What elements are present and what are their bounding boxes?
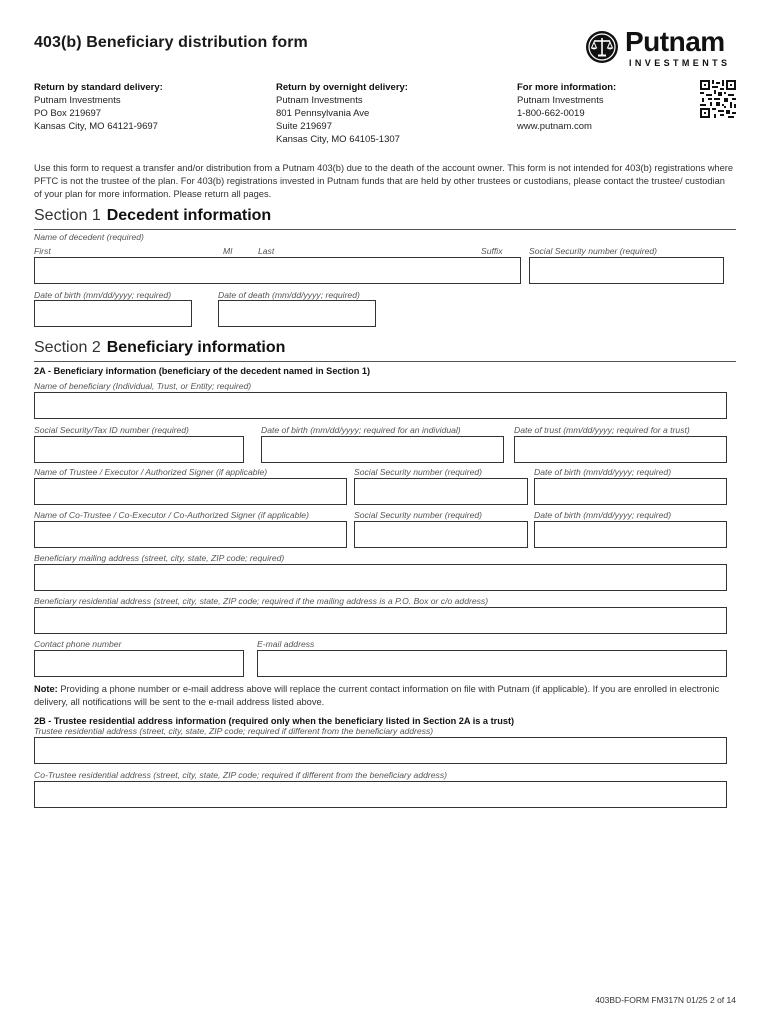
contact-note [34,683,734,709]
decedent-dod-label: Date of death (mm/dd/yyyy; required) [218,290,360,300]
address-line: Kansas City, MO 64105-1307 [276,134,400,145]
trustee-residential-field[interactable] [34,737,727,764]
beneficiary-name-label: Name of beneficiary (Individual, Trust, or Entity; required) [34,381,252,391]
email-label: E-mail address [257,639,315,649]
address-standard [34,81,163,133]
date-of-trust-field[interactable] [514,436,727,463]
putnam-logo [585,28,740,70]
note-label: Note: [34,684,58,694]
trustee-residential-label: Trustee residential address (street, city, state, ZIP code; required if different from the beneficiary address) [34,726,434,736]
decedent-name-field[interactable] [34,257,521,284]
beneficiary-name-field[interactable] [34,392,727,419]
section-1-header [34,207,736,230]
address-line: PO Box 219697 [34,108,102,119]
email-field[interactable] [257,650,727,677]
address-line: Kansas City, MO 64121-9697 [34,121,158,132]
mailing-address-field[interactable] [34,564,727,591]
section-title: Decedent information [106,207,272,224]
address-heading: Return by overnight delivery: [276,82,408,93]
cotrustee-dob-field[interactable] [534,521,727,548]
trustee-dob-label: Date of birth (mm/dd/yyyy; required) [534,467,672,477]
section-number: Section 1 [34,207,101,224]
mailing-address-label: Beneficiary mailing address (street, city, state, ZIP code; required) [34,553,285,563]
residential-address-label: Beneficiary residential address (street, city, state, ZIP code; required if the mailing address is a P.O. Box or c/o address) [34,596,489,606]
address-overnight [276,81,408,146]
cotrustee-dob-label: Date of birth (mm/dd/yyyy; required) [534,510,672,520]
last-label: Last [258,246,275,256]
qr-code-icon [700,80,736,118]
section-title: Beneficiary information [106,339,286,356]
address-line: 1-800-662-0019 [517,108,585,119]
brand-subtitle: INVESTMENTS [629,58,731,68]
form-title: 403(b) Beneficiary distribution form [34,34,308,51]
decedent-ssn-label: Social Security number (required) [529,246,658,256]
trustee-name-label: Name of Trustee / Executor / Authorized Signer (if applicable) [34,467,268,477]
residential-address-field[interactable] [34,607,727,634]
cotrustee-name-label: Name of Co-Trustee / Co-Executor / Co-Authorized Signer (if applicable) [34,510,309,520]
trustee-ssn-label: Social Security number (required) [354,467,483,477]
beneficiary-dob-label: Date of birth (mm/dd/yyyy; required for an individual) [261,425,461,435]
address-heading: For more information: [517,82,617,93]
decedent-dod-field[interactable] [218,300,376,327]
address-line: Suite 219697 [276,121,332,132]
decedent-name-label: Name of decedent (required) [34,232,144,242]
cotrustee-ssn-field[interactable] [354,521,528,548]
cotrustee-residential-field[interactable] [34,781,727,808]
beneficiary-ssn-label: Social Security/Tax ID number (required) [34,425,189,435]
section-2a-heading: 2A - Beneficiary information (beneficiary of the decedent named in Section 1) [34,366,371,376]
intro-text: Use this form to request a transfer and/or distribution from a Putnam 403(b) due to the death of the account owner. This form is not intended for 403(b) registrations where PFTC is not the trustee of the plan. For 403(b) registrations invested in Putnam funds that are held by other trustees or custodians, please contact the trustee/ custodian of your plan for more information. Please return all pages. [34,163,734,199]
phone-field[interactable] [34,650,244,677]
cotrustee-residential-label: Co-Trustee residential address (street, city, state, ZIP code; required if different from the beneficiary address) [34,770,447,780]
section-number: Section 2 [34,339,101,356]
decedent-ssn-field[interactable] [529,257,724,284]
address-info [517,81,616,133]
cotrustee-ssn-label: Social Security number (required) [354,510,483,520]
address-line: 801 Pennsylvania Ave [276,108,370,119]
beneficiary-ssn-field[interactable] [34,436,244,463]
first-label: First [34,246,51,256]
brand-name: Putnam [625,26,725,57]
phone-label: Contact phone number [34,639,122,649]
scales-seal-icon [585,30,619,64]
date-of-trust-label: Date of trust (mm/dd/yyyy; required for a trust) [514,425,690,435]
address-line: Putnam Investments [34,95,121,106]
suffix-label: Suffix [481,246,503,256]
note-text: Providing a phone number or e-mail address above will replace the current contact information on file with Putnam (if applicable). If you are enrolled in electronic delivery, all notifications will be sent to the e-mail address listed above. [34,684,720,707]
address-line: Putnam Investments [276,95,363,106]
decedent-dob-field[interactable] [34,300,192,327]
trustee-name-field[interactable] [34,478,347,505]
cotrustee-name-field[interactable] [34,521,347,548]
beneficiary-dob-field[interactable] [261,436,504,463]
decedent-dob-label: Date of birth (mm/dd/yyyy; required) [34,290,172,300]
trustee-dob-field[interactable] [534,478,727,505]
address-line: www.putnam.com [517,121,592,132]
mi-label: MI [223,246,233,256]
trustee-ssn-field[interactable] [354,478,528,505]
page-footer: 403BD-FORM FM317N 01/25 2 of 14 [595,995,736,1005]
address-line: Putnam Investments [517,95,604,106]
section-2b-heading: 2B - Trustee residential address information (required only when the beneficiary listed in Section 2A is a trust) [34,716,515,726]
section-2-header [34,339,736,362]
address-heading: Return by standard delivery: [34,82,163,93]
